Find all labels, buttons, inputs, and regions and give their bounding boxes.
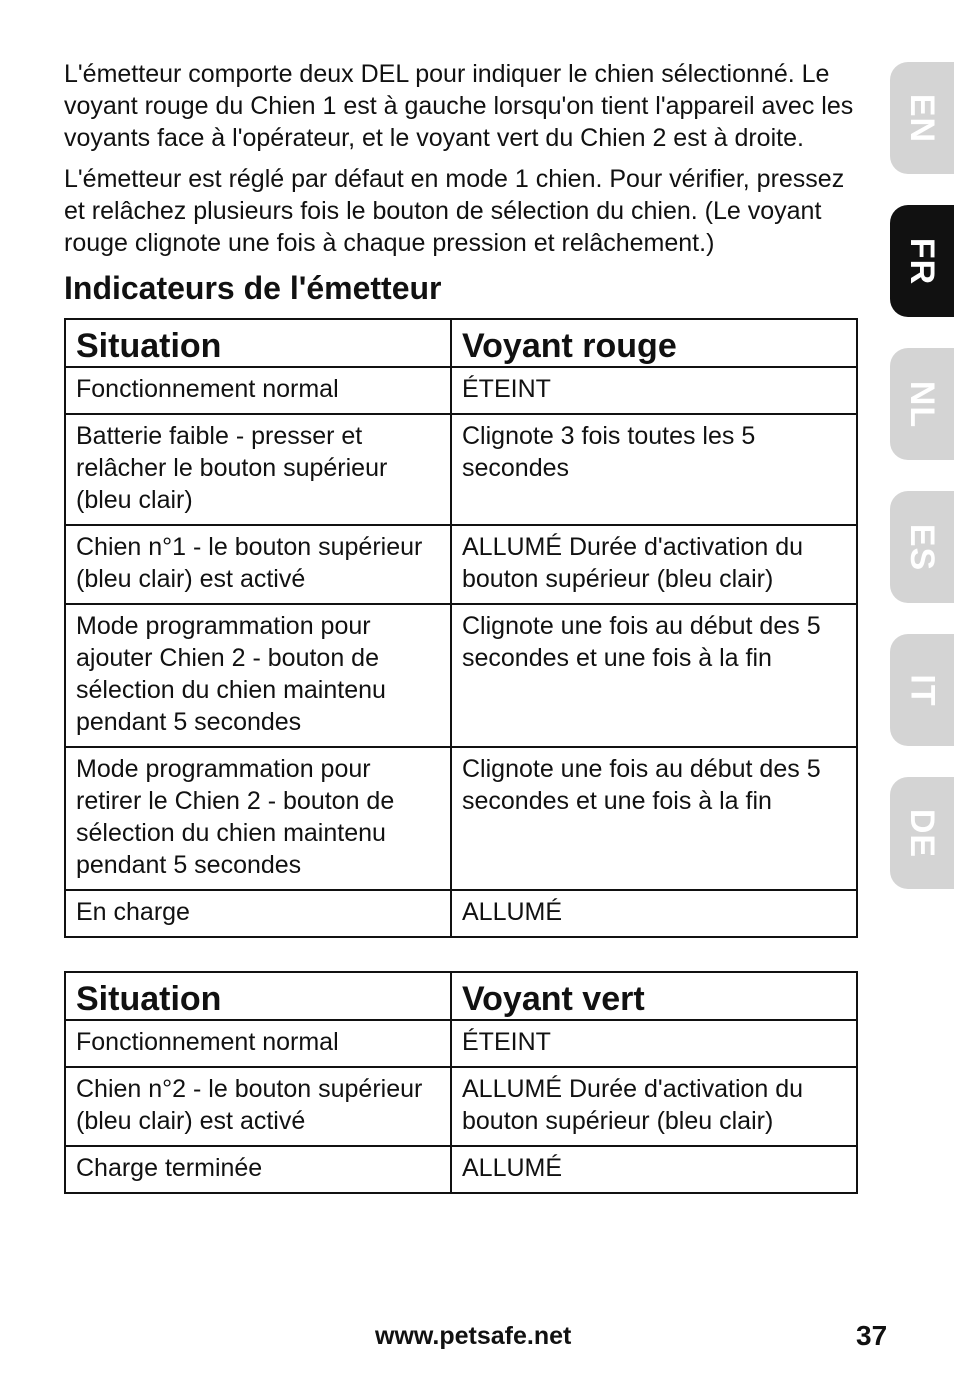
page-content	[64, 58, 864, 1194]
table-row	[65, 1020, 857, 1067]
situation-cell: Mode programmation pour retirer le Chien 2 - bouton de sélection du chien maintenu pendant 5 secondes	[65, 747, 451, 890]
situation-cell: Charge terminée	[65, 1146, 451, 1193]
tab-it[interactable]	[890, 634, 954, 746]
tab-label: EN	[903, 93, 942, 143]
led-state-cell: Clignote 3 fois toutes les 5 secondes	[451, 414, 857, 525]
table-row	[65, 1067, 857, 1146]
tab-label: FR	[903, 237, 942, 285]
tab-en[interactable]	[890, 62, 954, 174]
header-situation: Situation	[65, 319, 451, 367]
situation-cell: Chien n°2 - le bouton supérieur (bleu clair) est activé	[65, 1067, 451, 1146]
tab-label: DE	[903, 808, 942, 858]
situation-cell: Fonctionnement normal	[65, 367, 451, 414]
table-row	[65, 414, 857, 525]
header-situation: Situation	[65, 972, 451, 1020]
table-row	[65, 890, 857, 937]
led-state-cell: ALLUMÉ	[451, 1146, 857, 1193]
tab-nl[interactable]	[890, 348, 954, 460]
table-row	[65, 1146, 857, 1193]
intro-paragraph-2: L'émetteur est réglé par défaut en mode 1 chien. Pour vérifier, pressez et relâchez plusieurs fois le bouton de sélection du chien. (Le voyant rouge clignote une fois à chaque pression et relâchement.)	[64, 165, 845, 257]
header-voyant-vert: Voyant vert	[451, 972, 857, 1020]
tab-label: IT	[903, 673, 942, 707]
situation-cell: Mode programmation pour ajouter Chien 2 - bouton de sélection du chien maintenu pendant 5 secondes	[65, 604, 451, 747]
table-row	[65, 525, 857, 604]
situation-cell: Fonctionnement normal	[65, 1020, 451, 1067]
green-led-table	[64, 971, 858, 1194]
led-state-cell: ÉTEINT	[451, 367, 857, 414]
table-row	[65, 604, 857, 747]
tab-de[interactable]	[890, 777, 954, 889]
led-state-cell: Clignote une fois au début des 5 secondes et une fois à la fin	[451, 604, 857, 747]
situation-cell: En charge	[65, 890, 451, 937]
situation-cell: Chien n°1 - le bouton supérieur (bleu clair) est activé	[65, 525, 451, 604]
intro-paragraph-1: L'émetteur comporte deux DEL pour indiquer le chien sélectionné. Le voyant rouge du Chien 1 est à gauche lorsqu'on tient l'appareil avec les voyants face à l'opérateur, et le voyant vert du Chien 2 est à droite.	[64, 60, 854, 152]
table-header-row	[65, 972, 857, 1020]
situation-cell: Batterie faible - presser et relâcher le bouton supérieur (bleu clair)	[65, 414, 451, 525]
footer-url: www.petsafe.net	[375, 1322, 572, 1350]
header-voyant-rouge: Voyant rouge	[451, 319, 857, 367]
red-led-table	[64, 318, 858, 938]
tab-label: NL	[903, 380, 942, 428]
tab-es[interactable]	[890, 491, 954, 603]
led-state-cell: ÉTEINT	[451, 1020, 857, 1067]
table-header-row	[65, 319, 857, 367]
led-state-cell: ALLUMÉ Durée d'activation du bouton supérieur (bleu clair)	[451, 525, 857, 604]
led-state-cell: ALLUMÉ	[451, 890, 857, 937]
led-state-cell: ALLUMÉ Durée d'activation du bouton supérieur (bleu clair)	[451, 1067, 857, 1146]
tab-fr[interactable]	[890, 205, 954, 317]
tab-label: ES	[903, 523, 942, 571]
page-number: 37	[856, 1320, 888, 1351]
section-title: Indicateurs de l'émetteur	[64, 270, 442, 306]
table-row	[65, 367, 857, 414]
table-row	[65, 747, 857, 890]
led-state-cell: Clignote une fois au début des 5 secondes et une fois à la fin	[451, 747, 857, 890]
